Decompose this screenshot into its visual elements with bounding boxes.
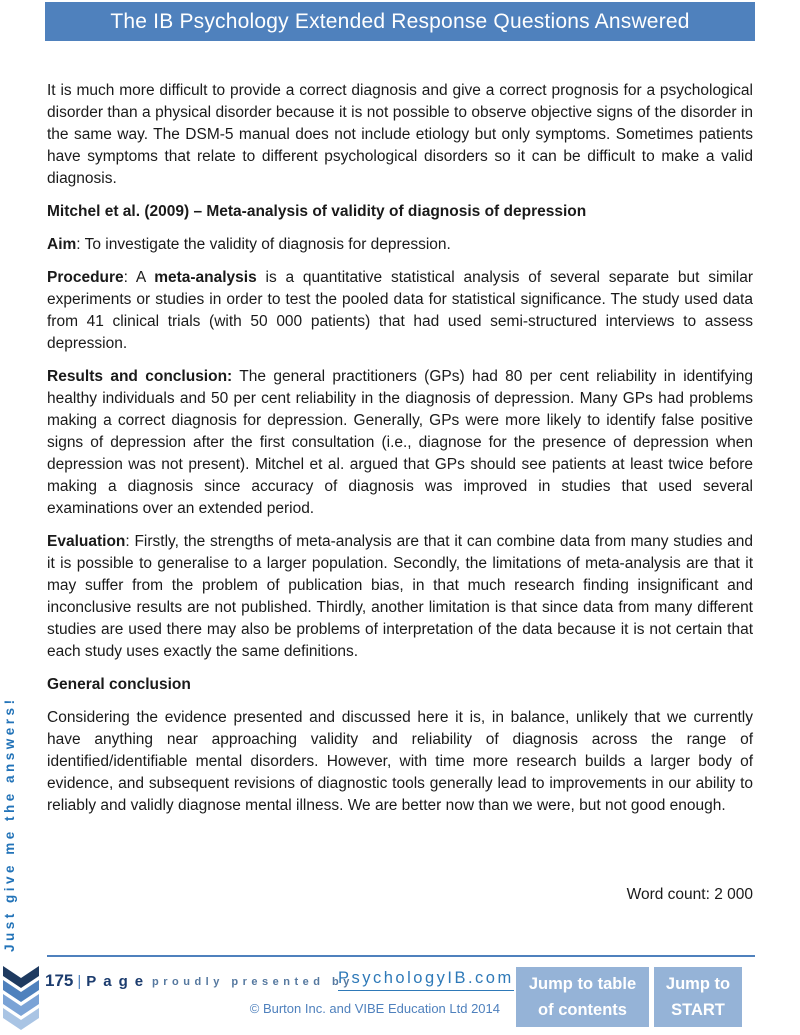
body-paragraph: Evaluation: Firstly, the strengths of meta-analysis are that it can combine data from many studies and it is possible to generalise to a larger population. Secondly, the limitations of meta-analysis are that it may suffer from the problem of publication bias, in that much research finding insignificant and inconclusive results are not published. Thirdly, another limitation is that since data from many different studies are used there may also be problems of interpretation of the data because it is not certain that each study uses exactly the same definitions. bbox=[47, 533, 753, 660]
jump-to-table-of-contents-button[interactable]: Jump to table of contents bbox=[516, 967, 649, 1027]
document-body bbox=[47, 80, 753, 828]
presented-by-label: proudly presented by bbox=[152, 976, 354, 988]
page-number-divider: | bbox=[77, 973, 82, 990]
body-paragraph: Considering the evidence presented and discussed here it is, in balance, unlikely that we currently have anything near approaching validity and reliability of diagnosis across the range of identified/identifiable mental disorders. However, with time more research builds a larger body of evidence, and subsequent revisions of diagnostic tools generally lead to improvements in our ability to reliably and validly diagnose mental illness. We are better now than we were, but not good enough. bbox=[47, 709, 753, 814]
copyright-notice: © Burton Inc. and VIBE Education Ltd 2014 bbox=[249, 1001, 500, 1016]
paragraphs bbox=[47, 80, 753, 817]
page-number: 175 bbox=[45, 971, 74, 990]
body-paragraph: Results and conclusion: The general practitioners (GPs) had 80 per cent reliability in identifying healthy individuals and 50 per cent reliability in the diagnosis of depression. Many GPs had problems making a correct diagnosis for depression. Generally, GPs were more likely to identify false positive signs of depression after the first consultation (i.e., diagnose for the presence of depression when depression was not present). Mitchel et al. argued that GPs should see patients at least twice before making a diagnosis since accuracy of diagnosis was improved in studies that used several examinations over an extended period. bbox=[47, 368, 753, 517]
jump-to-start-button[interactable]: Jump to START bbox=[654, 967, 742, 1027]
section-heading: General conclusion bbox=[47, 676, 191, 693]
word-count: Word count: 2 000 bbox=[626, 886, 753, 903]
page-word: Page bbox=[86, 973, 151, 990]
site-link[interactable]: PsychologyIB.com bbox=[338, 969, 514, 991]
page-number-block bbox=[45, 971, 150, 991]
body-paragraph: Aim: To investigate the validity of diagnosis for depression. bbox=[47, 236, 451, 253]
footer-divider bbox=[47, 955, 755, 957]
body-paragraph: Procedure: A meta-analysis is a quantitative statistical analysis of several separate but similar experiments or studies in order to test the pooled data for statistical significance. The study used data from 41 clinical trials (with 50 000 patients) that had used semi-structured interviews to assess depression. bbox=[47, 269, 753, 352]
body-paragraph: It is much more difficult to provide a correct diagnosis and give a correct prognosis for a psychological disorder than a physical disorder because it is not possible to observe objective signs of the disorder in the same way. The DSM-5 manual does not include etiology but only symptoms. Sometimes patients have symptoms that relate to different psychological disorders so it can be difficult to make a valid diagnosis. bbox=[47, 82, 753, 187]
page-header bbox=[45, 2, 755, 41]
chevrons-logo bbox=[3, 966, 39, 1030]
sidebar-vertical-tagline: Just give me the answers! bbox=[2, 696, 17, 952]
page-title: The IB Psychology Extended Response Questions Answered bbox=[110, 9, 690, 33]
section-heading: Mitchel et al. (2009) – Meta-analysis of validity of diagnosis of depression bbox=[47, 203, 587, 220]
